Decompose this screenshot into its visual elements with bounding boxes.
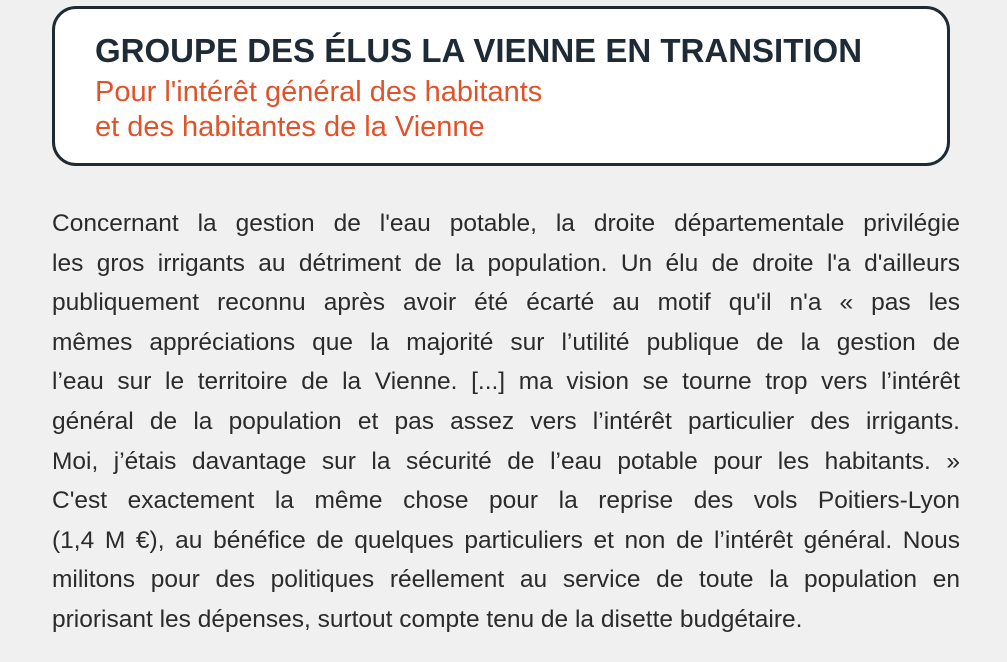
subtitle-line: et des habitantes de la Vienne: [95, 111, 485, 143]
group-title: GROUPE DES ÉLUS LA VIENNE EN TRANSITION: [95, 32, 863, 69]
article-line: C'est exactement la même chose pour la reprise des vols Poitiers-Lyon: [52, 487, 960, 515]
article-body: [52, 204, 960, 640]
article-line: publiquement reconnu après avoir été écarté au motif qu'il n'a « pas les: [52, 289, 960, 317]
article-line: l’eau sur le territoire de la Vienne. [...] ma vision se tourne trop vers l’intérêt: [52, 368, 960, 396]
article-line: les gros irrigants au détriment de la population. Un élu de droite l'a d'ailleurs: [52, 249, 960, 277]
article-line: général de la population et pas assez vers l’intérêt particulier des irrigants.: [52, 407, 960, 435]
subtitle-line: Pour l'intérêt général des habitants: [95, 76, 543, 108]
article-line: priorisant les dépenses, surtout compte tenu de la disette budgétaire.: [52, 605, 803, 633]
article-line: militons pour des politiques réellement au service de toute la population en: [52, 566, 960, 594]
article-line: Concernant la gestion de l'eau potable, la droite départementale privilégie: [52, 210, 960, 237]
article-line: (1,4 M €), au bénéfice de quelques particuliers et non de l’intérêt général. Nous: [52, 526, 960, 554]
article-line: Moi, j’étais davantage sur la sécurité de l’eau potable pour les habitants. »: [52, 447, 960, 475]
group-header-box: [52, 6, 950, 166]
group-subtitle: [95, 75, 947, 145]
article-line: mêmes appréciations que la majorité sur l’utilité publique de la gestion de: [52, 328, 960, 356]
